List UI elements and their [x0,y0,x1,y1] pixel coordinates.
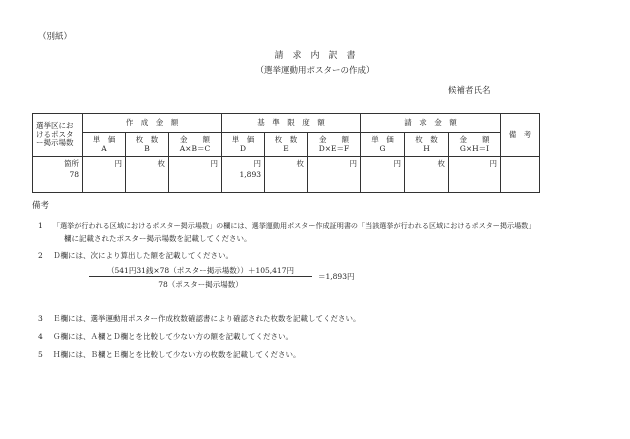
cell-c: 円 [169,157,222,193]
formula-numerator: （541円31銭×78（ポスター掲示場数））＋105,417円 [107,266,294,275]
formula-fraction-line [89,276,312,277]
header-quantity-b: 枚 数 B [126,133,169,157]
production-amount-header: 作 成 金 額 [83,114,222,133]
header-quantity-h: 枚 数 H [405,133,449,157]
header-unit-price-g: 単 価 G [361,133,405,157]
places-count-header: 選挙区にお けるポスタ ー掲示場数 [33,114,83,157]
header-amount-i: 金 額 G×H＝I [449,133,501,157]
claim-amount-header: 請 求 金 額 [361,114,501,133]
places-count-cell: 箇所 78 [33,157,83,193]
note-1-number: 1 [38,221,43,230]
note-3-number: 3 [38,314,43,323]
note-2-text: Ｄ欄には、次により算出した額を記載してください。 [53,251,233,260]
page-subtitle: （選挙運動用ポスターの作成） [255,66,375,76]
cell-b: 枚 [126,157,169,193]
candidate-name-label: 候補者氏名 [448,86,491,96]
annex-label: （別紙） [38,32,73,42]
note-4-number: 4 [38,332,43,341]
cell-e: 枚 [265,157,308,193]
formula-denominator: 78（ポスター掲示場数） [158,280,243,289]
cell-i: 円 [449,157,501,193]
header-amount-f: 金 額 D×E＝F [308,133,361,157]
standard-limit-header: 基 準 限 度 額 [222,114,361,133]
header-unit-price-a: 単 価 A [83,133,126,157]
cell-h: 枚 [405,157,449,193]
notes-heading: 備考 [32,201,50,211]
cell-f: 円 [308,157,361,193]
remarks-header: 備 考 [501,114,540,157]
note-1-line-2: 欄に記載されたポスター掲示場数を記載してください。 [64,234,252,243]
cell-a: 円 [83,157,126,193]
note-4-text: Ｇ欄には、Ａ欄とＤ欄とを比較して少ない方の額を記載してください。 [53,332,293,341]
note-1-line-1: 「選挙が行われる区域におけるポスター掲示場数」の欄には、選挙運動用ポスター作成証明書の「当該選挙が行われる区域におけるポスター掲示場数」 [53,221,536,230]
cell-g: 円 [361,157,405,193]
cell-remarks [501,157,540,193]
formula-result: ＝1,893円 [318,272,355,281]
header-unit-price-d: 単 価 D [222,133,265,157]
note-3-text: Ｅ欄には、選挙運動用ポスター作成枚数確認書により確認された枚数を記載してください。 [53,314,361,323]
note-5-number: 5 [38,350,43,359]
note-5-text: Ｈ欄には、Ｂ欄とＥ欄とを比較して少ない方の枚数を記載してください。 [53,350,301,359]
header-amount-c: 金 額 A×B＝C [169,133,222,157]
cell-d: 円 1,893 [222,157,265,193]
page-title: 請 求 内 訳 書 [274,51,356,61]
breakdown-table [32,113,540,193]
header-quantity-e: 枚 数 E [265,133,308,157]
note-2-number: 2 [38,251,43,260]
